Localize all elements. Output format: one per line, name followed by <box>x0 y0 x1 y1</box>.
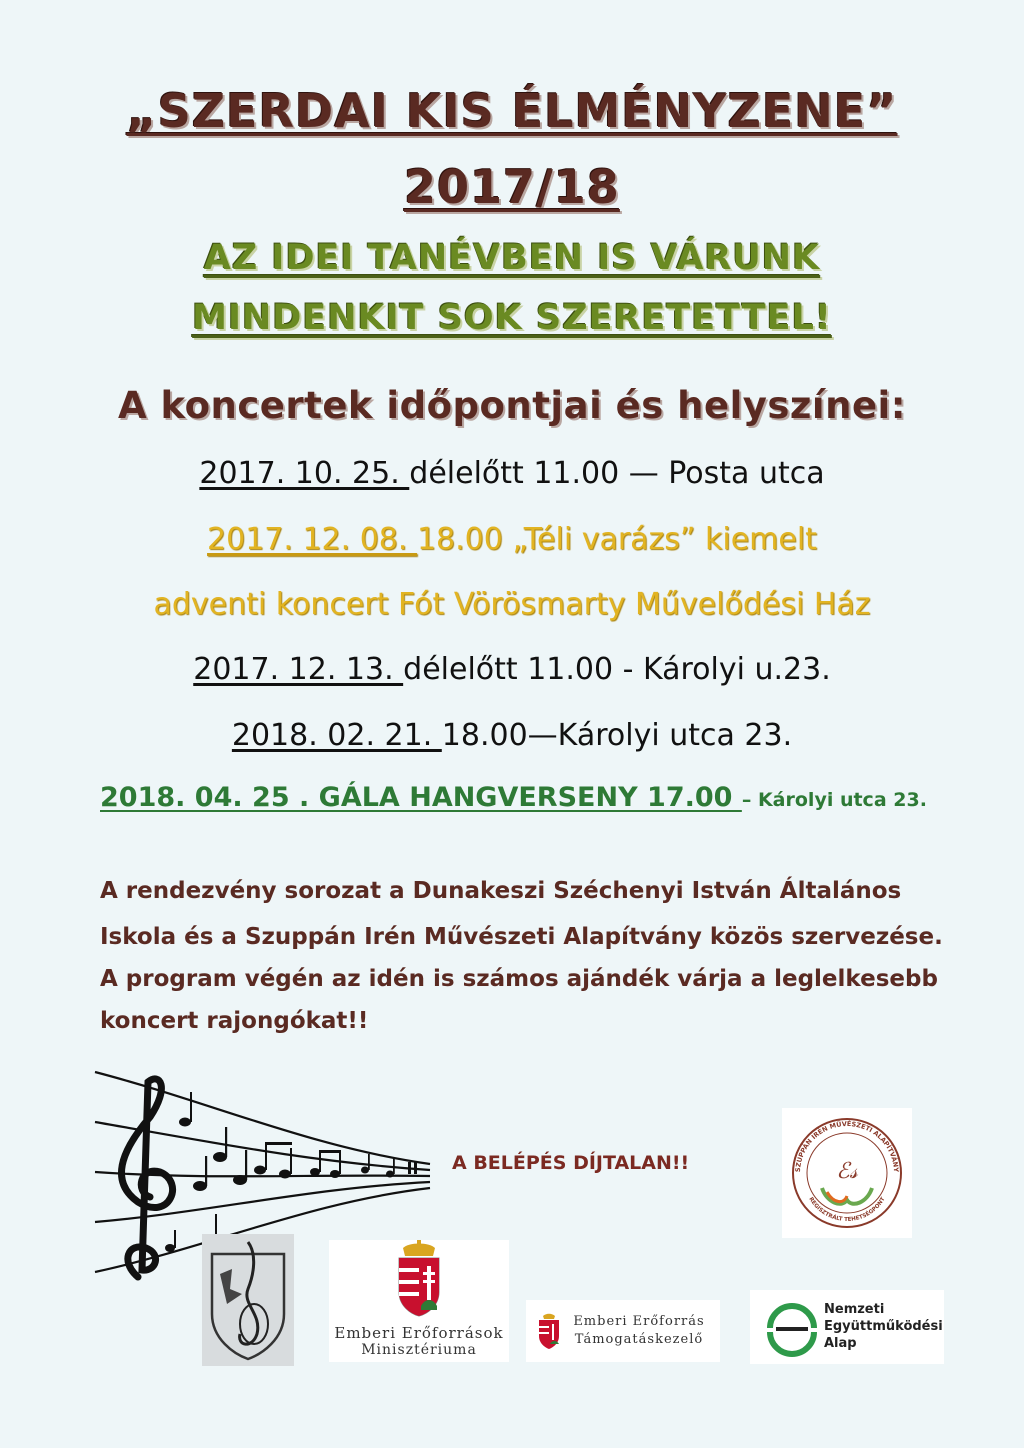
poster-year: 2017/18 <box>404 160 620 214</box>
concert-3-details: délelőtt 11.00 - Károlyi u.23. <box>403 652 831 687</box>
school-emblem <box>202 1234 294 1366</box>
ministry-logo <box>329 1240 509 1362</box>
concert-4 <box>0 718 1024 753</box>
concert-4-details: 18.00—Károlyi utca 23. <box>441 718 793 753</box>
support-coat-of-arms-icon <box>534 1312 564 1352</box>
foundation-logo <box>782 1108 912 1238</box>
ministry-name-line-1: Emberi Erőforrások <box>334 1324 504 1342</box>
description-line-1: A rendezvény sorozat a Dunakeszi Széchenyi István Általános <box>100 878 902 904</box>
foundation-ring-top: SZUPPÁN IRÉN MŰVÉSZETI ALAPÍTVÁNY <box>793 1119 901 1173</box>
concert-2-details: 18.00 „Téli varázs” kiemelt <box>416 522 817 557</box>
subtitle-line-1: AZ IDEI TANÉVBEN IS VÁRUNK <box>203 238 821 278</box>
concert-2-date: 2017. 12. 08. <box>207 522 417 557</box>
gala-title: 2018. 04. 25 . GÁLA HANGVERSENY 17.00 <box>100 782 742 813</box>
concert-1-details: délelőtt 11.00 — Posta utca <box>409 456 825 491</box>
subtitle-line-2: MINDENKIT SOK SZERETETTEL! <box>192 298 832 338</box>
description-line-3: A program végén az idén is számos ajándék várja a leglelkesebb <box>100 966 938 992</box>
nea-name-line-2: Együttműködési <box>824 1319 943 1334</box>
concert-1-date: 2017. 10. 25. <box>199 456 410 491</box>
svg-text:REGISZTRÁLT TEHETSÉGPONT <box>807 1196 886 1223</box>
free-entry-notice: A BELÉPÉS DÍJTALAN!! <box>452 1152 690 1174</box>
section-heading: A koncertek időpontjai és helyszínei: <box>117 384 907 427</box>
description-line-4: koncert rajongókat!! <box>100 1008 369 1034</box>
nea-logo <box>750 1290 944 1364</box>
poster-title: „SZERDAI KIS ÉLMÉNYZENE” <box>126 84 898 138</box>
concert-4-date: 2018. 02. 21. <box>231 718 442 753</box>
svg-text:ℰ𝓈: ℰ𝓈 <box>836 1159 858 1184</box>
concert-3-date: 2017. 12. 13. <box>193 652 404 687</box>
support-name-line-1: Emberi Erőforrás <box>573 1314 705 1329</box>
svg-text:SZUPPÁN IRÉN MŰVÉSZETI ALAPÍTV <box>794 1119 900 1173</box>
gala-place: – Károlyi utca 23. <box>741 789 927 811</box>
concert-2 <box>0 522 1024 557</box>
nea-ring-icon <box>762 1298 822 1358</box>
concert-3 <box>0 652 1024 687</box>
description-line-2: Iskola és a Szuppán Irén Művészeti Alapítvány közös szervezése. <box>100 924 943 950</box>
nea-name-line-1: Nemzeti <box>824 1302 885 1317</box>
nea-name-line-3: Alap <box>824 1336 857 1351</box>
school-crest-icon <box>202 1234 294 1366</box>
foundation-ring-bottom: REGISZTRÁLT TEHETSÉGPONT <box>807 1196 887 1224</box>
hungarian-coat-of-arms-icon <box>329 1240 509 1320</box>
support-agency-logo <box>526 1300 720 1362</box>
concert-1 <box>0 456 1024 491</box>
ministry-name-line-2: Minisztériuma <box>361 1342 477 1358</box>
support-name-line-2: Támogatáskezelő <box>574 1332 704 1347</box>
gala-concert <box>100 782 927 813</box>
concert-2-continuation: adventi koncert Fót Vörösmarty Művelődési Ház <box>153 587 871 622</box>
